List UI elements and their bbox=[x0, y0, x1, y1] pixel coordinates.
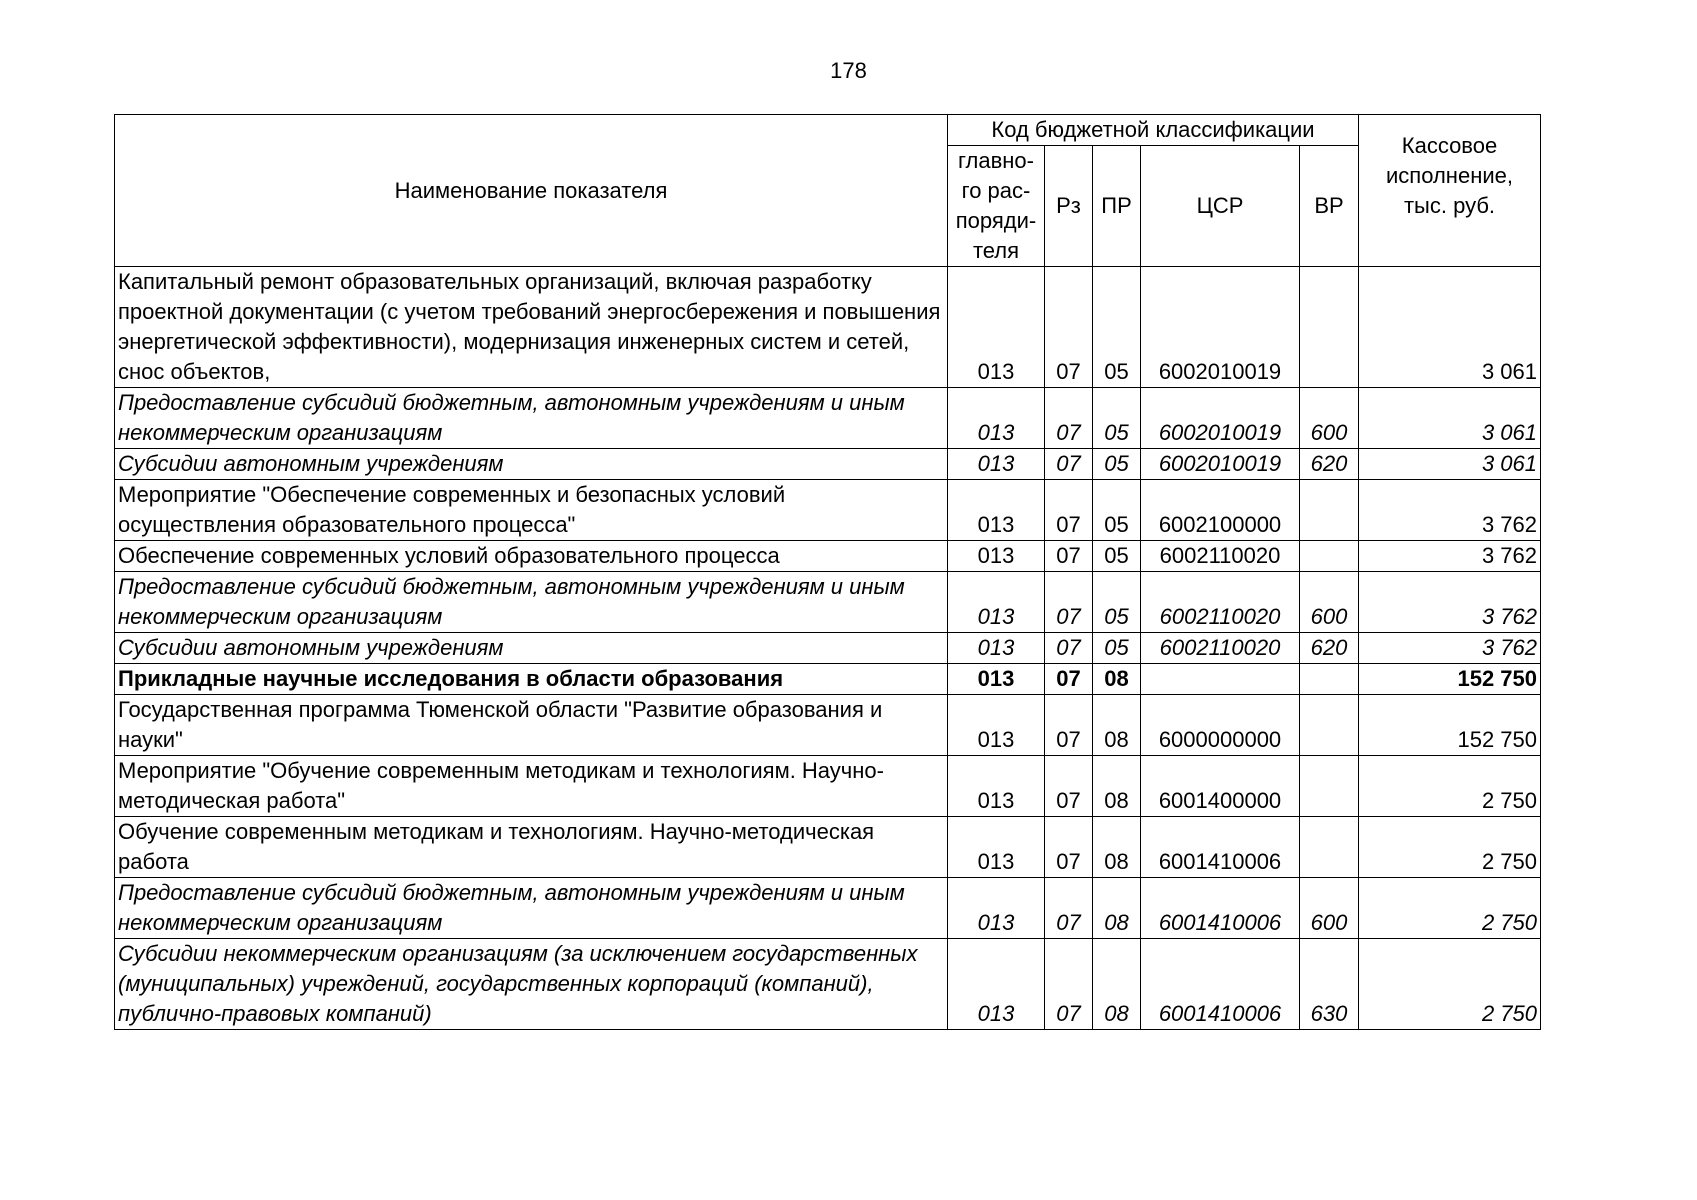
row-grbs: 013 bbox=[948, 664, 1045, 695]
row-pr: 05 bbox=[1093, 449, 1141, 480]
table-row bbox=[115, 449, 1541, 480]
row-rz: 07 bbox=[1045, 633, 1093, 664]
header-amount-line-1: Кассовое bbox=[1401, 132, 1498, 158]
row-grbs: 013 bbox=[948, 541, 1045, 572]
row-vr bbox=[1300, 817, 1359, 878]
header-grbs-line-4: теля bbox=[972, 238, 1020, 263]
row-vr: 620 bbox=[1300, 633, 1359, 664]
budget-table bbox=[114, 114, 1541, 1030]
row-vr: 630 bbox=[1300, 939, 1359, 1030]
row-amount: 2 750 bbox=[1359, 756, 1541, 817]
row-name: Мероприятие "Обучение современным методикам и технологиям. Научно-методическая работа" bbox=[115, 756, 948, 817]
row-csr: 6002110020 bbox=[1141, 572, 1300, 633]
row-name: Государственная программа Тюменской области "Развитие образования и науки" bbox=[115, 695, 948, 756]
row-amount: 3 762 bbox=[1359, 633, 1541, 664]
row-pr: 05 bbox=[1093, 480, 1141, 541]
row-vr bbox=[1300, 695, 1359, 756]
header-amount bbox=[1359, 115, 1541, 267]
table-row bbox=[115, 572, 1541, 633]
row-vr bbox=[1300, 480, 1359, 541]
table-row bbox=[115, 878, 1541, 939]
table-row bbox=[115, 939, 1541, 1030]
row-csr: 6001410006 bbox=[1141, 878, 1300, 939]
row-csr: 6002100000 bbox=[1141, 480, 1300, 541]
row-name: Капитальный ремонт образовательных организаций, включая разработку проектной документации (с учетом требований энергосбережения и повышения энергетической эффективности), модернизация инженерных систем и сетей, снос объектов, bbox=[115, 267, 948, 388]
row-grbs: 013 bbox=[948, 939, 1045, 1030]
row-vr: 600 bbox=[1300, 878, 1359, 939]
row-pr: 08 bbox=[1093, 695, 1141, 756]
row-amount: 152 750 bbox=[1359, 664, 1541, 695]
row-pr: 05 bbox=[1093, 267, 1141, 388]
table-row bbox=[115, 267, 1541, 388]
row-csr: 6002010019 bbox=[1141, 388, 1300, 449]
row-name: Мероприятие "Обеспечение современных и безопасных условий осуществления образовательного процесса" bbox=[115, 480, 948, 541]
row-amount: 152 750 bbox=[1359, 695, 1541, 756]
row-grbs: 013 bbox=[948, 388, 1045, 449]
header-grbs-line-2: го рас- bbox=[961, 178, 1031, 203]
row-grbs: 013 bbox=[948, 817, 1045, 878]
table-row bbox=[115, 388, 1541, 449]
row-grbs: 013 bbox=[948, 695, 1045, 756]
row-pr: 08 bbox=[1093, 939, 1141, 1030]
header-pr: ПР bbox=[1093, 146, 1141, 267]
header-rz: Рз bbox=[1045, 146, 1093, 267]
row-pr: 08 bbox=[1093, 664, 1141, 695]
row-grbs: 013 bbox=[948, 878, 1045, 939]
row-name: Предоставление субсидий бюджетным, автономным учреждениям и иным некоммерческим организациям bbox=[115, 878, 948, 939]
row-vr bbox=[1300, 664, 1359, 695]
page-number: 178 bbox=[830, 58, 867, 83]
row-rz: 07 bbox=[1045, 817, 1093, 878]
row-rz: 07 bbox=[1045, 267, 1093, 388]
row-vr bbox=[1300, 756, 1359, 817]
row-rz: 07 bbox=[1045, 572, 1093, 633]
row-grbs: 013 bbox=[948, 480, 1045, 541]
row-amount: 3 061 bbox=[1359, 449, 1541, 480]
row-name: Предоставление субсидий бюджетным, автономным учреждениям и иным некоммерческим организациям bbox=[115, 388, 948, 449]
row-amount: 3 061 bbox=[1359, 267, 1541, 388]
row-csr: 6001410006 bbox=[1141, 939, 1300, 1030]
header-row-top bbox=[115, 115, 1541, 146]
row-pr: 05 bbox=[1093, 572, 1141, 633]
row-csr: 6001400000 bbox=[1141, 756, 1300, 817]
row-pr: 05 bbox=[1093, 541, 1141, 572]
header-grbs bbox=[948, 146, 1045, 267]
row-csr bbox=[1141, 664, 1300, 695]
row-rz: 07 bbox=[1045, 939, 1093, 1030]
row-pr: 08 bbox=[1093, 878, 1141, 939]
row-amount: 2 750 bbox=[1359, 878, 1541, 939]
row-rz: 07 bbox=[1045, 878, 1093, 939]
row-name: Обучение современным методикам и технологиям. Научно-методическая работа bbox=[115, 817, 948, 878]
table-row bbox=[115, 695, 1541, 756]
row-grbs: 013 bbox=[948, 267, 1045, 388]
row-name: Предоставление субсидий бюджетным, автономным учреждениям и иным некоммерческим организациям bbox=[115, 572, 948, 633]
row-amount: 2 750 bbox=[1359, 817, 1541, 878]
row-vr: 600 bbox=[1300, 572, 1359, 633]
row-amount: 3 762 bbox=[1359, 541, 1541, 572]
row-csr: 6002110020 bbox=[1141, 541, 1300, 572]
header-vr: ВР bbox=[1300, 146, 1359, 267]
table-row bbox=[115, 756, 1541, 817]
row-name: Прикладные научные исследования в области образования bbox=[115, 664, 948, 695]
row-amount: 3 061 bbox=[1359, 388, 1541, 449]
row-grbs: 013 bbox=[948, 756, 1045, 817]
row-rz: 07 bbox=[1045, 541, 1093, 572]
table-row bbox=[115, 480, 1541, 541]
row-csr: 6002010019 bbox=[1141, 449, 1300, 480]
row-rz: 07 bbox=[1045, 664, 1093, 695]
header-amount-line-2: исполнение, bbox=[1386, 162, 1513, 188]
row-grbs: 013 bbox=[948, 572, 1045, 633]
row-amount: 3 762 bbox=[1359, 480, 1541, 541]
header-code-group: Код бюджетной классификации bbox=[948, 115, 1359, 146]
header-grbs-line-3: поряди- bbox=[955, 208, 1037, 233]
header-name: Наименование показателя bbox=[115, 115, 948, 267]
row-vr bbox=[1300, 267, 1359, 388]
row-vr: 620 bbox=[1300, 449, 1359, 480]
row-grbs: 013 bbox=[948, 633, 1045, 664]
row-csr: 6002110020 bbox=[1141, 633, 1300, 664]
row-rz: 07 bbox=[1045, 695, 1093, 756]
row-csr: 6001410006 bbox=[1141, 817, 1300, 878]
table-row bbox=[115, 817, 1541, 878]
row-pr: 08 bbox=[1093, 756, 1141, 817]
row-pr: 05 bbox=[1093, 388, 1141, 449]
row-pr: 08 bbox=[1093, 817, 1141, 878]
row-csr: 6000000000 bbox=[1141, 695, 1300, 756]
row-rz: 07 bbox=[1045, 449, 1093, 480]
row-vr bbox=[1300, 541, 1359, 572]
row-name: Обеспечение современных условий образовательного процесса bbox=[115, 541, 948, 572]
row-amount: 3 762 bbox=[1359, 572, 1541, 633]
table-row bbox=[115, 633, 1541, 664]
row-rz: 07 bbox=[1045, 480, 1093, 541]
row-name: Субсидии некоммерческим организациям (за исключением государственных (муниципальных) учреждений, государственных корпораций (компаний), публично-правовых компаний) bbox=[115, 939, 948, 1030]
row-csr: 6002010019 bbox=[1141, 267, 1300, 388]
table-row bbox=[115, 664, 1541, 695]
header-grbs-line-1: главно- bbox=[957, 148, 1034, 173]
row-vr: 600 bbox=[1300, 388, 1359, 449]
row-name: Субсидии автономным учреждениям bbox=[115, 449, 948, 480]
row-grbs: 013 bbox=[948, 449, 1045, 480]
row-amount: 2 750 bbox=[1359, 939, 1541, 1030]
row-rz: 07 bbox=[1045, 756, 1093, 817]
row-name: Субсидии автономным учреждениям bbox=[115, 633, 948, 664]
row-pr: 05 bbox=[1093, 633, 1141, 664]
header-csr: ЦСР bbox=[1141, 146, 1300, 267]
row-rz: 07 bbox=[1045, 388, 1093, 449]
table-body bbox=[115, 267, 1541, 1030]
header-amount-line-3: тыс. руб. bbox=[1403, 192, 1496, 218]
table-row bbox=[115, 541, 1541, 572]
